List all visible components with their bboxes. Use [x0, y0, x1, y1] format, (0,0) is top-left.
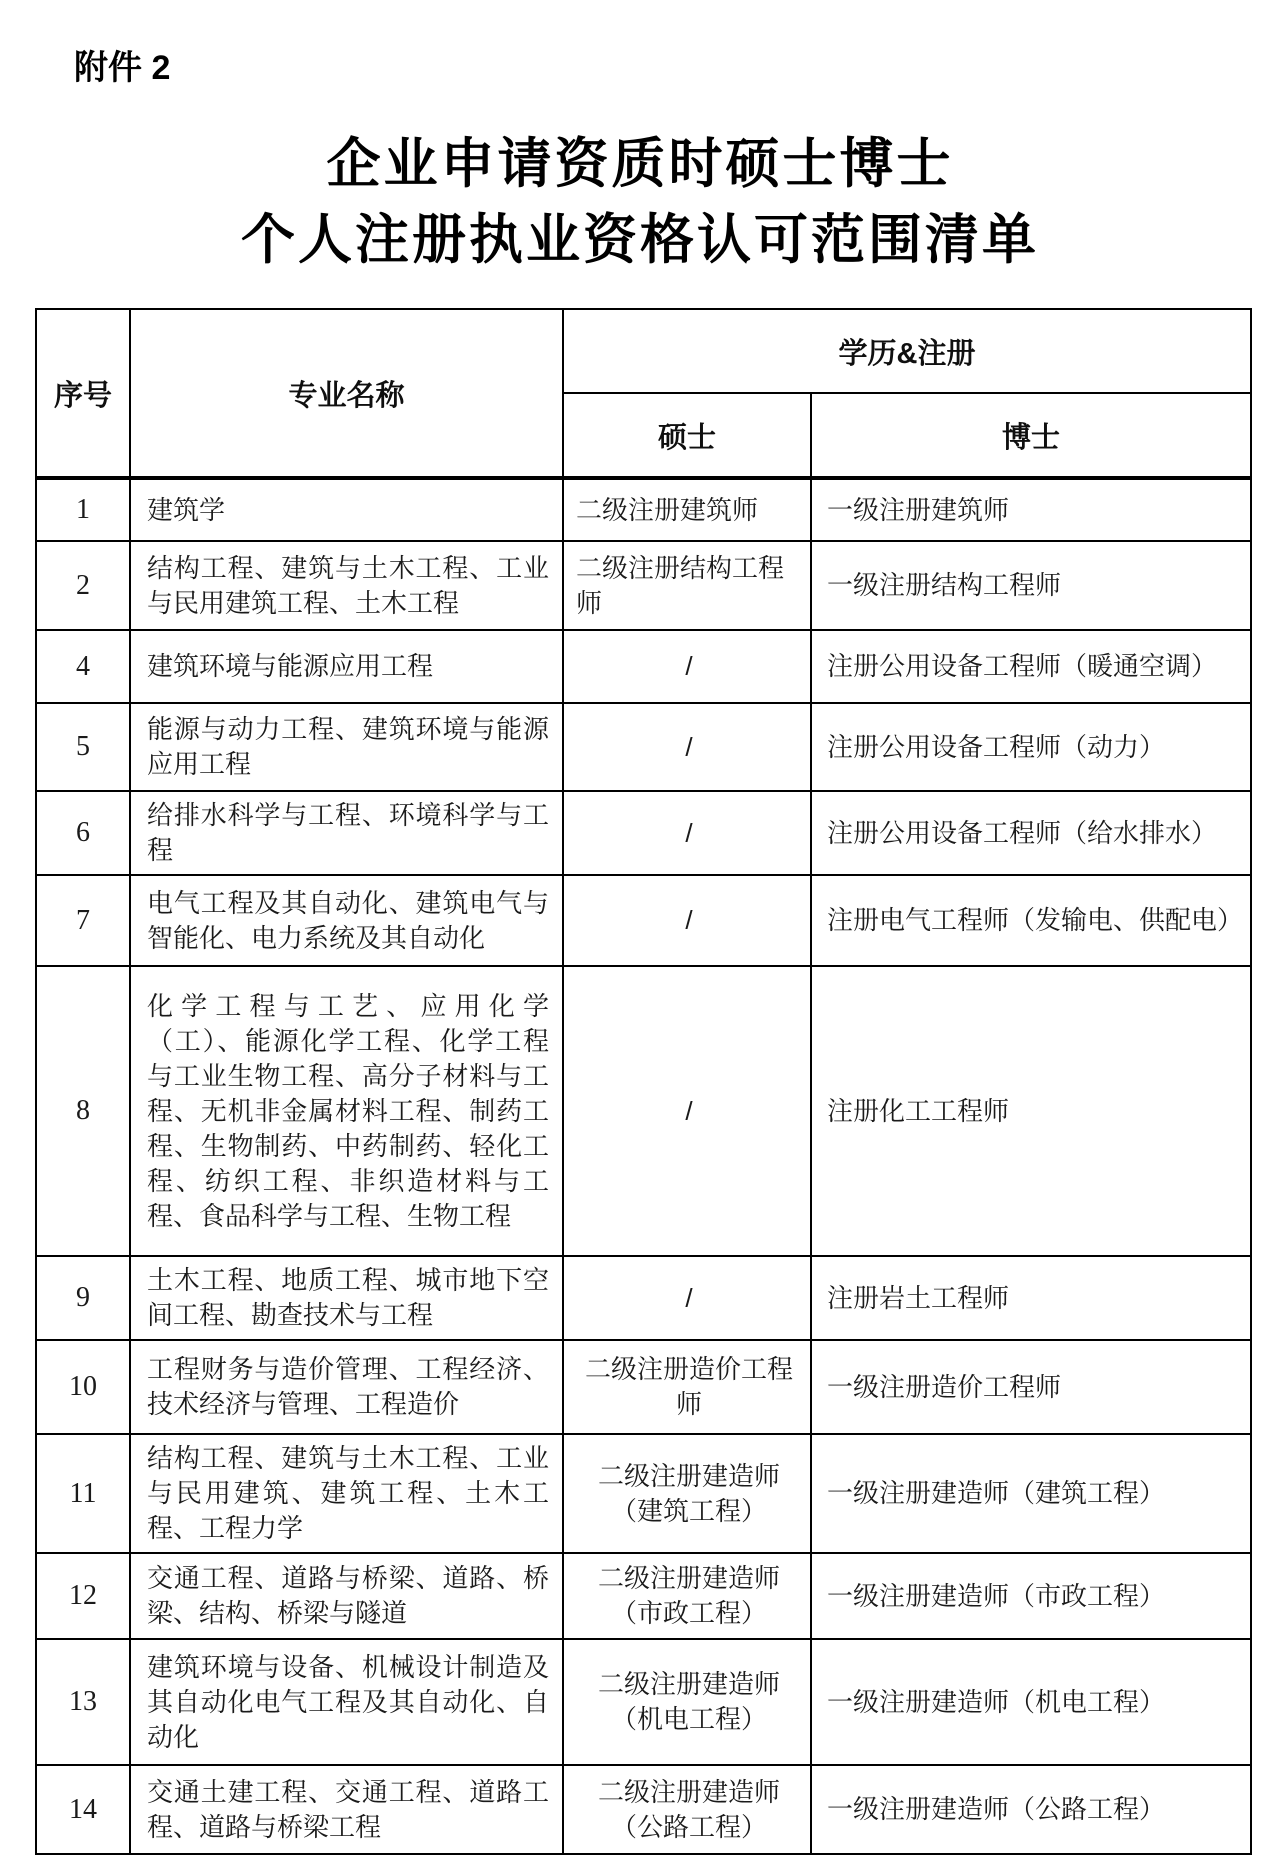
- row-number-cell: 2: [36, 541, 130, 630]
- header-row-group: [36, 309, 1251, 393]
- master-qualification-cell: /: [563, 791, 811, 875]
- row-number-cell: 8: [36, 966, 130, 1256]
- table-row: [36, 703, 1251, 791]
- master-qualification-cell: /: [563, 966, 811, 1256]
- master-qualification-cell: 二级注册造价工程师: [563, 1340, 811, 1434]
- attachment-label: 附件 2: [74, 49, 171, 87]
- row-number-cell: 9: [36, 1256, 130, 1340]
- table-row: [36, 1553, 1251, 1639]
- row-number-cell: 4: [36, 630, 130, 703]
- major-name-cell: 结构工程、建筑与土木工程、工业与民用建筑工程、土木工程: [130, 541, 563, 630]
- major-name-cell: 结构工程、建筑与土木工程、工业与民用建筑、建筑工程、土木工程、工程力学: [130, 1434, 563, 1553]
- table-row: [36, 1256, 1251, 1340]
- table-row: [36, 1639, 1251, 1765]
- row-number-cell: 10: [36, 1340, 130, 1434]
- major-name-cell: 交通工程、道路与桥梁、道路、桥梁、结构、桥梁与隧道: [130, 1553, 563, 1639]
- row-number-cell: 5: [36, 703, 130, 791]
- header-master: 硕士: [563, 393, 811, 478]
- master-qualification-cell: /: [563, 1256, 811, 1340]
- major-name-cell: 化学工程与工艺、应用化学（工）、能源化学工程、化学工程与工业生物工程、高分子材料与工程、无机非金属材料工程、制药工程、生物制药、中药制药、轻化工程、纺织工程、非织造材料与工程、食品科学与工程、生物工程: [130, 966, 563, 1256]
- major-name-cell: 建筑环境与设备、机械设计制造及其自动化电气工程及其自动化、自动化: [130, 1639, 563, 1765]
- table-row: [36, 1434, 1251, 1553]
- row-number-cell: 13: [36, 1639, 130, 1765]
- header-degree-group: 学历&注册: [563, 309, 1251, 393]
- table-row: [36, 541, 1251, 630]
- major-name-cell: 工程财务与造价管理、工程经济、技术经济与管理、工程造价: [130, 1340, 563, 1434]
- doctor-qualification-cell: 一级注册建造师（市政工程）: [811, 1553, 1251, 1639]
- header-no: 序号: [36, 309, 130, 478]
- doctor-qualification-cell: 一级注册建造师（建筑工程）: [811, 1434, 1251, 1553]
- header-doctor: 博士: [811, 393, 1251, 478]
- master-qualification-cell: /: [563, 630, 811, 703]
- table-row: [36, 630, 1251, 703]
- table-body: [36, 478, 1251, 1854]
- master-qualification-cell: 二级注册建造师（公路工程）: [563, 1765, 811, 1854]
- major-name-cell: 建筑环境与能源应用工程: [130, 630, 563, 703]
- table-row: [36, 966, 1251, 1256]
- page-title: [0, 126, 1280, 278]
- row-number-cell: 11: [36, 1434, 130, 1553]
- master-qualification-cell: 二级注册建造师（机电工程）: [563, 1639, 811, 1765]
- doctor-qualification-cell: 一级注册结构工程师: [811, 541, 1251, 630]
- doctor-qualification-cell: 一级注册建筑师: [811, 478, 1251, 541]
- doctor-qualification-cell: 注册岩土工程师: [811, 1256, 1251, 1340]
- doctor-qualification-cell: 注册公用设备工程师（给水排水）: [811, 791, 1251, 875]
- doctor-qualification-cell: 注册公用设备工程师（动力）: [811, 703, 1251, 791]
- table-row: [36, 1340, 1251, 1434]
- master-qualification-cell: 二级注册建造师（建筑工程）: [563, 1434, 811, 1553]
- table-row: [36, 875, 1251, 966]
- row-number-cell: 12: [36, 1553, 130, 1639]
- major-name-cell: 建筑学: [130, 478, 563, 541]
- table-row: [36, 478, 1251, 541]
- table-header: [36, 309, 1251, 478]
- row-number-cell: 6: [36, 791, 130, 875]
- doctor-qualification-cell: 注册化工工程师: [811, 966, 1251, 1256]
- row-number-cell: 14: [36, 1765, 130, 1854]
- qualification-table: [35, 308, 1252, 1855]
- doctor-qualification-cell: 一级注册建造师（机电工程）: [811, 1639, 1251, 1765]
- major-name-cell: 给排水科学与工程、环境科学与工程: [130, 791, 563, 875]
- header-major: 专业名称: [130, 309, 563, 478]
- doctor-qualification-cell: 一级注册造价工程师: [811, 1340, 1251, 1434]
- major-name-cell: 交通土建工程、交通工程、道路工程、道路与桥梁工程: [130, 1765, 563, 1854]
- master-qualification-cell: /: [563, 703, 811, 791]
- doctor-qualification-cell: 注册电气工程师（发输电、供配电）: [811, 875, 1251, 966]
- master-qualification-cell: 二级注册建造师（市政工程）: [563, 1553, 811, 1639]
- major-name-cell: 电气工程及其自动化、建筑电气与智能化、电力系统及其自动化: [130, 875, 563, 966]
- master-qualification-cell: 二级注册建筑师: [563, 478, 811, 541]
- major-name-cell: 能源与动力工程、建筑环境与能源应用工程: [130, 703, 563, 791]
- major-name-cell: 土木工程、地质工程、城市地下空间工程、勘查技术与工程: [130, 1256, 563, 1340]
- page-title-line1: 企业申请资质时硕士博士: [326, 134, 954, 194]
- row-number-cell: 7: [36, 875, 130, 966]
- master-qualification-cell: /: [563, 875, 811, 966]
- doctor-qualification-cell: 一级注册建造师（公路工程）: [811, 1765, 1251, 1854]
- table-row: [36, 1765, 1251, 1854]
- page-title-line2: 个人注册执业资格认可范围清单: [241, 210, 1039, 270]
- row-number-cell: 1: [36, 478, 130, 541]
- table-row: [36, 791, 1251, 875]
- master-qualification-cell: 二级注册结构工程师: [563, 541, 811, 630]
- doctor-qualification-cell: 注册公用设备工程师（暖通空调）: [811, 630, 1251, 703]
